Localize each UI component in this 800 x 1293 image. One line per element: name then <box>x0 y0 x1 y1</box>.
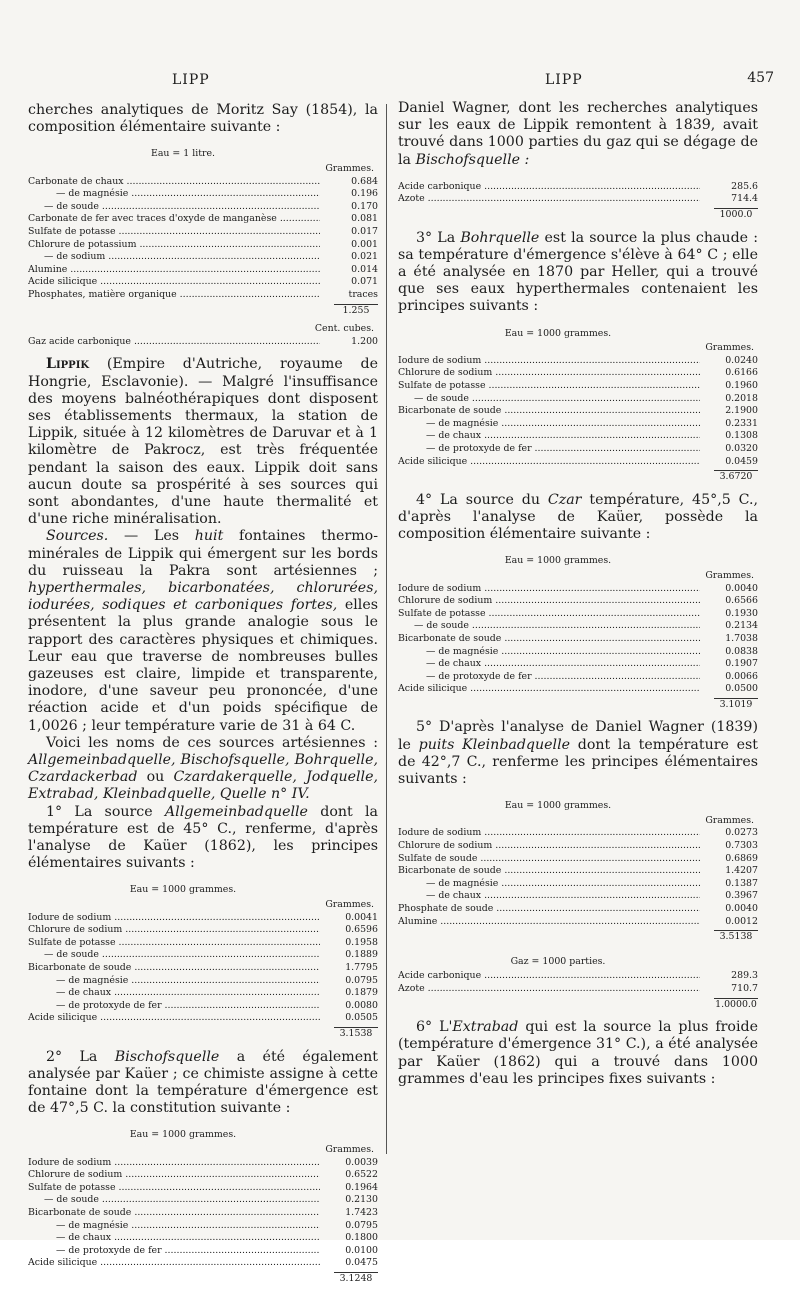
row-value: 0.014 <box>351 263 378 275</box>
row-label: — de protoxyde de fer ..... <box>28 1245 320 1258</box>
table-row <box>28 251 378 264</box>
table-unit: Grammes. <box>325 1143 374 1155</box>
row-label: Azote ..... <box>398 193 700 206</box>
row-label: — de magnésie ..... <box>28 975 320 988</box>
row-value: 714.4 <box>731 193 758 205</box>
row-value: 0.0100 <box>345 1244 378 1256</box>
row-label: — de chaux ..... <box>28 987 320 1000</box>
row-label: — de soude ..... <box>398 393 700 406</box>
row-value: traces <box>348 288 378 300</box>
table-row <box>398 367 758 380</box>
table-row <box>398 430 758 443</box>
row-label: — de chaux ..... <box>398 890 700 903</box>
table-unit: Grammes. <box>705 814 754 826</box>
allgemein-name: Allgemeinbadquelle <box>164 803 308 820</box>
row-value: 0.0066 <box>725 670 758 682</box>
row-value: 0.081 <box>351 213 378 225</box>
row-label: Acide silicique ..... <box>28 1257 320 1270</box>
bohr-text-a: 3° La <box>416 229 461 246</box>
row-value: 0.0040 <box>725 903 758 915</box>
total-value: 3.6720 <box>714 470 758 484</box>
row-label: Chlorure de sodium ..... <box>398 367 700 380</box>
czar-text-a: 4° La source du <box>416 491 548 508</box>
row-label: — de protoxyde de fer ..... <box>28 1000 320 1013</box>
row-value: 0.6566 <box>725 595 758 607</box>
row-label: — de sodium ..... <box>28 251 320 264</box>
row-label: Sulfate de soude ..... <box>398 853 700 866</box>
row-value: 0.0459 <box>725 455 758 467</box>
table-row <box>398 916 758 929</box>
row-value: 0.0273 <box>725 827 758 839</box>
row-label: Bicarbonate de soude ..... <box>398 405 700 418</box>
table-caption: Eau = 1000 grammes. <box>129 884 237 896</box>
table-row <box>398 827 758 840</box>
table-total <box>398 206 758 222</box>
table-unit: Grammes. <box>325 163 374 174</box>
table-row <box>28 264 378 277</box>
right-column <box>398 100 758 1088</box>
table-row <box>28 1182 378 1195</box>
table-row <box>398 983 758 996</box>
table-row <box>398 840 758 853</box>
row-value: 0.1907 <box>725 658 758 670</box>
table-row <box>398 671 758 684</box>
entry-headword: Lippik <box>46 356 90 373</box>
sources-qualities: hyperthermales, bicarbonatées, chlorurées, iodurées, sodiques et carboniques fortes, <box>28 579 378 614</box>
table-caption: Eau = 1000 grammes. <box>504 555 612 567</box>
table-row <box>28 289 378 302</box>
row-value: 0.0240 <box>725 354 758 366</box>
table-row <box>28 1220 378 1233</box>
table-row <box>398 405 758 418</box>
row-value: 0.7303 <box>725 840 758 852</box>
table-total <box>28 1270 378 1286</box>
extrabad-text-a: 6° L' <box>416 1019 453 1036</box>
table-row <box>28 975 378 988</box>
row-value: 0.021 <box>351 251 378 263</box>
gas-unit: Cent. cubes. <box>314 323 374 335</box>
table-row <box>28 1257 378 1270</box>
analysis-table <box>398 181 758 222</box>
table-row <box>398 646 758 659</box>
total-value: 1.0000.0 <box>715 998 757 1010</box>
table-row <box>398 970 758 983</box>
row-value: 0.0041 <box>345 911 378 923</box>
table-row <box>28 1169 378 1182</box>
row-value: 0.1800 <box>345 1232 378 1244</box>
row-value: 0.1958 <box>345 936 378 948</box>
table-row <box>28 176 378 189</box>
row-label: Acide silicique ..... <box>398 456 700 469</box>
row-label: — de chaux ..... <box>398 430 700 443</box>
row-label: Sulfate de potasse ..... <box>28 937 320 950</box>
bohr-paragraph <box>398 230 758 316</box>
row-label: Carbonate de chaux ..... <box>28 176 320 189</box>
table-row <box>28 962 378 975</box>
extrabad-text-b: qui est la source la plus froide (température d'émergence 31° C.), a été analysée par Kaüer (1862) qui a trouvé dans 1000 grammes d'eau les principes fixes suivants : <box>398 1019 758 1087</box>
kleinbad-name: puits Kleinbadquelle <box>418 736 571 753</box>
table-row <box>28 949 378 962</box>
row-label: Gaz acide carbonique ..... <box>28 336 320 349</box>
table-row <box>398 193 758 206</box>
total-value: 1000.0 <box>714 208 758 222</box>
row-label: Bicarbonate de soude ..... <box>28 962 320 975</box>
row-value: 0.1964 <box>345 1181 378 1193</box>
row-value: 0.0080 <box>345 999 378 1011</box>
row-value: 1.200 <box>351 335 378 347</box>
row-value: 1.7423 <box>345 1206 378 1218</box>
table-total <box>398 928 758 944</box>
row-label: Sulfate de potasse ..... <box>28 226 320 239</box>
table-caption: Eau = 1000 grammes. <box>504 327 612 339</box>
kleinbad-text-a: 5° D'après l'analyse de Daniel Wagner (1839) le <box>398 719 758 753</box>
row-value: 1.7038 <box>725 632 758 644</box>
row-label: Carbonate de fer avec traces d'oxyde de manganèse ..... <box>28 213 320 226</box>
row-label: — de soude ..... <box>28 949 320 962</box>
left-column <box>28 102 378 1293</box>
row-label: Alumine ..... <box>28 264 320 277</box>
table-row <box>28 937 378 950</box>
row-label: — de magnésie ..... <box>398 418 700 431</box>
row-value: 1.7795 <box>345 961 378 973</box>
table-row <box>398 658 758 671</box>
row-label: Bicarbonate de soude ..... <box>398 633 700 646</box>
row-label: — de protoxyde de fer ..... <box>398 443 700 456</box>
row-label: — de soude ..... <box>28 1194 320 1207</box>
table-row <box>398 683 758 696</box>
row-label: Iodure de sodium ..... <box>398 827 700 840</box>
table-row <box>28 1194 378 1207</box>
table-row <box>398 608 758 621</box>
names-list-a: Allgemeinbadquelle, Bischofsquelle, Bohrquelle, Czardackerbad <box>28 751 378 786</box>
row-label: Acide silicique ..... <box>398 683 700 696</box>
row-label: Azote ..... <box>398 983 700 996</box>
table-caption: Eau = 1000 grammes. <box>504 800 612 812</box>
row-label: Chlorure de potassium ..... <box>28 239 320 252</box>
row-value: 0.6869 <box>725 852 758 864</box>
lippik-text: (Empire d'Autriche, royaume de Hongrie, Esclavonie). — Malgré l'insuffisance des moyens balnéothérapiques dont disposent ses établissements thermaux, la station de Lippik, située à 12 kilomètres de Daruvar et à 1 kilomètre de Pakrocz, est très fréquentée pendant la saison des eaux. Lippik doit sans aucun doute sa prospérité à ses sources qui sont abondantes, d'une haute thermalité et d'une riche minéralisation. <box>28 356 379 528</box>
running-header-left: LIPP <box>172 72 210 88</box>
table-row <box>28 1000 378 1013</box>
table-total <box>398 468 758 484</box>
sources-paragraph <box>28 528 378 734</box>
table-unit: Grammes. <box>705 569 754 581</box>
row-label: Iodure de sodium ..... <box>398 355 700 368</box>
bohr-text-b: est la source la plus chaude : sa température d'émergence s'élève à 64° C ; elle a été analysée en 1870 par Heller, qui a trouvé que ses eaux hyperthermales contenaient les principes suivants : <box>398 229 758 315</box>
row-label: — de soude ..... <box>398 620 700 633</box>
row-value: 0.0500 <box>725 683 758 695</box>
table-row <box>398 418 758 431</box>
row-label: Iodure de sodium ..... <box>28 1157 320 1170</box>
row-label: Acide carbonique ..... <box>398 970 700 983</box>
row-value: 0.2331 <box>725 417 758 429</box>
table-row <box>28 226 378 239</box>
names-list-b: Czardakerquelle, Jodquelle, Extrabad, Kleinbadquelle, Quelle n° IV. <box>28 769 378 803</box>
czar-text-b: température, 45°,5 C., d'après l'analyse de Kaüer, possède la composition élémentaire suivante : <box>398 491 758 543</box>
table-row <box>398 878 758 891</box>
row-value: 0.0012 <box>725 915 758 927</box>
names-text-b: ou <box>137 769 174 786</box>
table-row <box>28 336 378 349</box>
analysis-table <box>398 956 758 1011</box>
row-value: 710.7 <box>731 983 758 994</box>
table-row <box>28 201 378 214</box>
czar-paragraph <box>398 492 758 544</box>
row-label: Acide silicique ..... <box>28 1012 320 1025</box>
extrabad-name: Extrabad <box>452 1019 519 1036</box>
row-value: 0.6522 <box>345 1169 378 1181</box>
row-value: 0.6166 <box>725 367 758 379</box>
row-value: 0.0475 <box>345 1257 378 1269</box>
names-paragraph <box>28 735 378 804</box>
table-total <box>398 696 758 712</box>
row-label: Sulfate de potasse ..... <box>28 1182 320 1195</box>
row-value: 0.3967 <box>725 890 758 902</box>
column-divider <box>386 104 387 1154</box>
total-value: 3.1248 <box>334 1272 378 1286</box>
analysis-table <box>398 555 758 711</box>
row-label: Chlorure de sodium ..... <box>28 924 320 937</box>
table-total <box>398 996 758 1012</box>
sources-huit: huit <box>194 528 224 545</box>
table-row <box>28 1157 378 1170</box>
row-label: — de soude ..... <box>28 201 320 214</box>
row-label: — de protoxyde de fer ..... <box>398 671 700 684</box>
analysis-table <box>398 800 758 944</box>
row-value: 289.3 <box>731 970 758 982</box>
row-value: 0.0039 <box>345 1156 378 1168</box>
row-value: 0.1308 <box>725 430 758 442</box>
row-value: 0.017 <box>351 225 378 237</box>
row-label: Sulfate de potasse ..... <box>398 608 700 621</box>
row-value: 0.0505 <box>345 1012 378 1024</box>
sources-text-c: elles présentent la plus grande analogie sous le rapport des caractères physiques et chimiques. Leur eau que traverse de nombreuses bulles gazeuses est claire, limpide et transparente, inodore, d'une saveur peu prononcée, d'une réaction acide et d'un poids spécifique de 1,0026 ; leur température varie de 31 à 64 C. <box>28 597 378 734</box>
row-label: Bicarbonate de soude ..... <box>28 1207 320 1220</box>
table-total <box>28 302 378 318</box>
table-row <box>398 595 758 608</box>
analysis-table <box>28 1129 378 1285</box>
total-value: 3.1538 <box>334 1027 378 1041</box>
row-label: — de chaux ..... <box>398 658 700 671</box>
row-label: Chlorure de sodium ..... <box>28 1169 320 1182</box>
table-row <box>28 1012 378 1025</box>
kleinbad-text-b: dont la température est de 42°,7 C., renferme les principes élémentaires suivants : <box>398 736 758 788</box>
row-value: 0.170 <box>351 200 378 212</box>
table-row <box>398 853 758 866</box>
sources-text-a: — Les <box>108 528 195 545</box>
table-row <box>28 213 378 226</box>
names-text-a: Voici les noms de ces sources artésiennes : <box>46 734 378 751</box>
row-value: 0.0795 <box>345 974 378 986</box>
table-row <box>398 890 758 903</box>
table-row <box>28 1245 378 1258</box>
bohr-name: Bohrquelle <box>460 229 540 246</box>
row-value: 0.1930 <box>725 607 758 619</box>
table-row <box>398 583 758 596</box>
row-label: Iodure de sodium ..... <box>398 583 700 596</box>
row-label: — de magnésie ..... <box>398 878 700 891</box>
row-label: — de magnésie ..... <box>28 188 320 201</box>
table-row <box>398 393 758 406</box>
wagner-source: Bischofsquelle : <box>415 151 530 168</box>
table-row <box>398 355 758 368</box>
table-row <box>28 1207 378 1220</box>
bischof-paragraph <box>28 1049 378 1118</box>
row-value: 0.684 <box>351 175 378 187</box>
allgemein-text-b: dont la température est de 45° C., renferme, d'après l'analyse de Kaüer (1862), les principes élémentaires suivants : <box>28 803 378 872</box>
row-label: Sulfate de potasse ..... <box>398 380 700 393</box>
table-row <box>398 380 758 393</box>
running-header-right: LIPP <box>545 72 583 88</box>
lippik-paragraph <box>28 356 378 528</box>
row-label: — de chaux ..... <box>28 1232 320 1245</box>
row-label: Alumine ..... <box>398 916 700 929</box>
extrabad-paragraph <box>398 1019 758 1088</box>
table-row <box>28 924 378 937</box>
allgemein-paragraph <box>28 804 378 873</box>
wagner-paragraph <box>398 100 758 169</box>
sources-heading: Sources. <box>46 528 109 545</box>
row-label: Iodure de sodium ..... <box>28 912 320 925</box>
table-caption: Eau = 1 litre. <box>150 148 215 160</box>
row-value: 0.0795 <box>345 1219 378 1231</box>
row-label: Chlorure de sodium ..... <box>398 595 700 608</box>
table-row <box>398 903 758 916</box>
bischof-text-b: a été également analysée par Kaüer ; ce chimiste assigne à cette fontaine dont la température d'émergence est de 47°,5 C. la constitution suivante : <box>28 1048 378 1117</box>
row-value: 0.1387 <box>725 877 758 889</box>
table-row <box>28 239 378 252</box>
row-value: 0.071 <box>351 276 378 288</box>
table-row <box>398 443 758 456</box>
row-label: — de magnésie ..... <box>28 1220 320 1233</box>
intro-paragraph: cherches analytiques de Moritz Say (1854), la composition élémentaire suivante : <box>28 102 378 136</box>
table-row <box>398 620 758 633</box>
kleinbad-paragraph <box>398 719 758 788</box>
analysis-table <box>28 884 378 1040</box>
table-caption: Eau = 1000 grammes. <box>129 1129 237 1141</box>
row-label: Acide carbonique ..... <box>398 181 700 194</box>
bischof-text-a: 2° La <box>46 1048 115 1065</box>
row-value: 0.2130 <box>345 1194 378 1206</box>
row-value: 0.6596 <box>345 924 378 936</box>
row-value: 0.1889 <box>345 949 378 961</box>
row-value: 0.0040 <box>725 582 758 594</box>
row-value: 0.1960 <box>725 379 758 391</box>
row-value: 0.0320 <box>725 442 758 454</box>
allgemein-text-a: 1° La source <box>46 803 165 820</box>
table-total <box>28 1025 378 1041</box>
analysis-table <box>398 328 758 484</box>
total-value: 3.5138 <box>714 930 758 944</box>
row-label: Acide silicique ..... <box>28 276 320 289</box>
row-value: 1.4207 <box>725 865 758 877</box>
row-value: 0.0838 <box>725 645 758 657</box>
page-number: 457 <box>747 70 774 86</box>
sources-text-b: fontaines thermo-minérales de Lippik qui émergent sur les bords du ruisseau la Pakra sont artésiennes ; <box>28 528 378 579</box>
row-value: 285.6 <box>731 180 758 192</box>
row-value: 2.1900 <box>725 405 758 417</box>
analysis-table <box>28 148 378 348</box>
table-row <box>398 633 758 646</box>
table-row <box>398 181 758 194</box>
table-row <box>28 188 378 201</box>
row-value: 0.1879 <box>345 987 378 999</box>
row-label: — de magnésie ..... <box>398 646 700 659</box>
wagner-text: Daniel Wagner, dont les recherches analytiques sur les eaux de Lippik remontent à 1839, avait trouvé dans 1000 parties du gaz qui se dégage de la <box>398 100 758 168</box>
row-value: 0.2018 <box>725 392 758 404</box>
table-row <box>28 987 378 1000</box>
table-unit: Grammes. <box>325 899 374 910</box>
row-value: 0.001 <box>351 238 378 250</box>
czar-name: Czar <box>547 491 582 508</box>
total-value: 1.255 <box>334 304 378 318</box>
table-caption: Gaz = 1000 parties. <box>510 955 606 967</box>
table-row <box>28 1232 378 1245</box>
row-label: Bicarbonate de soude ..... <box>398 865 700 878</box>
row-value: 0.2134 <box>725 620 758 632</box>
row-label: Phosphates, matière organique ..... <box>28 289 320 302</box>
table-row <box>398 456 758 469</box>
table-unit: Grammes. <box>705 342 754 354</box>
bischof-name: Bischofsquelle <box>114 1048 220 1065</box>
table-row <box>398 865 758 878</box>
row-label: Phosphate de soude ..... <box>398 903 700 916</box>
table-row <box>28 276 378 289</box>
total-value: 3.1019 <box>714 698 758 712</box>
row-value: 0.196 <box>351 188 378 200</box>
table-row <box>28 912 378 925</box>
row-label: Chlorure de sodium ..... <box>398 840 700 853</box>
